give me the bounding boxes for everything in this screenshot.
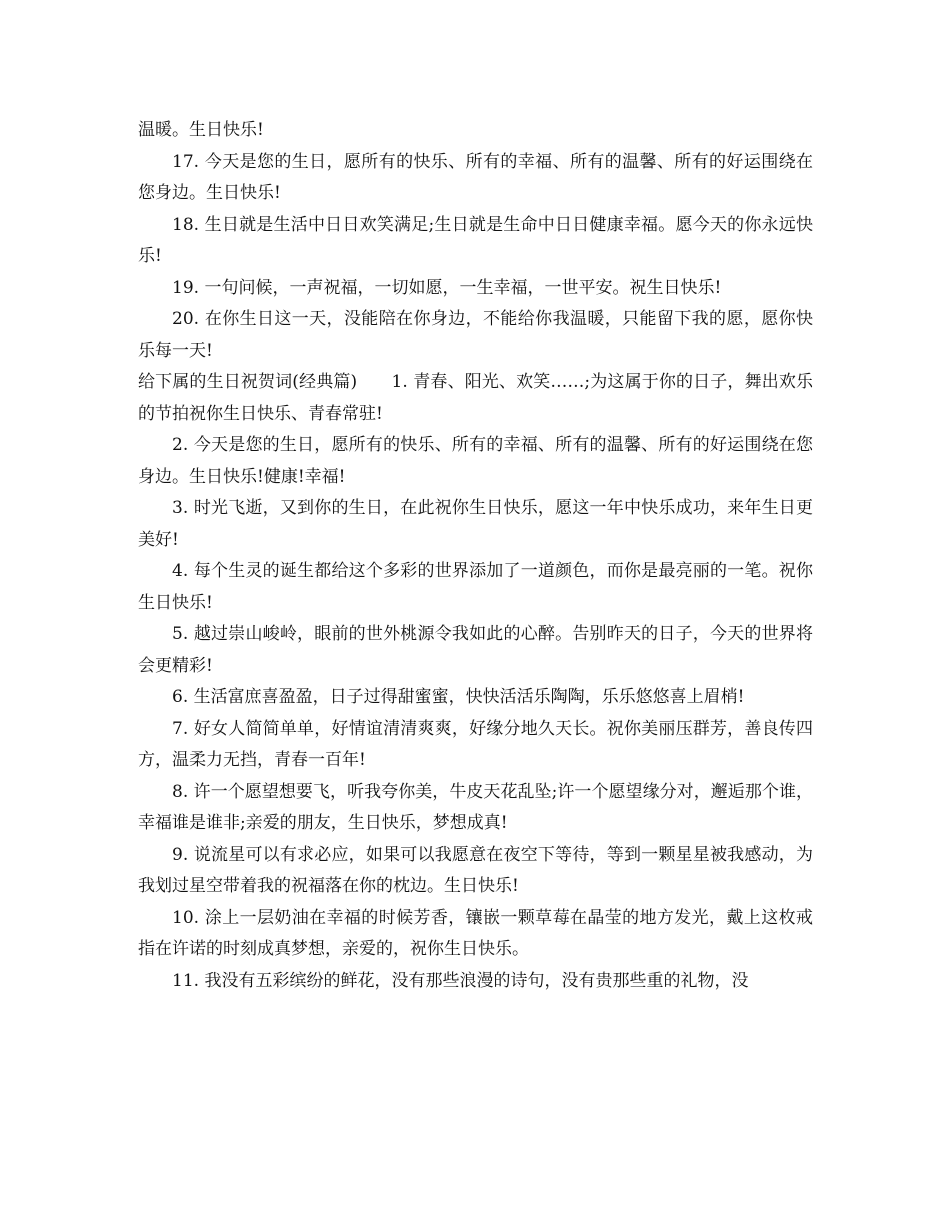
paragraph-1: 温暖。生日快乐! xyxy=(138,120,264,140)
paragraph-3: 18. 生日就是生活中日日欢笑满足;生日就是生命中日日健康幸福。愿今天的你永远快乐! xyxy=(138,214,813,266)
paragraph-8: 3. 时光飞逝，又到你的生日，在此祝你生日快乐，愿这一年中快乐成功，来年生日更美好! xyxy=(138,498,813,550)
paragraph-4: 19. 一句问候，一声祝福，一切如愿，一生幸福，一世平安。祝生日快乐! xyxy=(172,277,722,298)
paragraph-16: 11. 我没有五彩缤纷的鲜花，没有那些浪漫的诗句，没有贵那些重的礼物，没 xyxy=(172,970,749,991)
paragraph-13: 8. 许一个愿望想要飞，听我夸你美，牛皮天花乱坠;许一个愿望缘分对，邂逅那个谁，幸福谁是谁非;亲爱的朋友，生日快乐，梦想成真! xyxy=(138,781,813,833)
paragraph-2: 17. 今天是您的生日，愿所有的快乐、所有的幸福、所有的温馨、所有的好运围绕在您身边。生日快乐! xyxy=(138,151,813,203)
paragraph-14: 9. 说流星可以有求必应，如果可以我愿意在夜空下等待，等到一颗星星被我感动，为我划过星空带着我的祝福落在你的枕边。生日快乐! xyxy=(138,844,813,896)
paragraph-7: 2. 今天是您的生日，愿所有的快乐、所有的幸福、所有的温馨、所有的好运围绕在您身边。生日快乐!健康!幸福! xyxy=(138,435,813,487)
paragraph-5: 20. 在你生日这一天，没能陪在你身边，不能给你我温暖，只能留下我的愿，愿你快乐每一天! xyxy=(138,309,813,361)
paragraph-11: 6. 生活富庶喜盈盈，日子过得甜蜜蜜，快快活活乐陶陶，乐乐悠悠喜上眉梢! xyxy=(172,687,745,707)
paragraph-15: 10. 涂上一层奶油在幸福的时候芳香，镶嵌一颗草莓在晶莹的地方发光，戴上这枚戒指在许诺的时刻成真梦想，亲爱的，祝你生日快乐。 xyxy=(138,907,813,959)
paragraph-10: 5. 越过崇山峻岭，眼前的世外桃源令我如此的心醉。告别昨天的日子，今天的世界将会更精彩! xyxy=(138,624,813,676)
paragraph-12: 7. 好女人简简单单，好情谊清清爽爽，好缘分地久天长。祝你美丽压群芳，善良传四方，温柔力无挡，青春一百年! xyxy=(138,718,813,770)
paragraph-9: 4. 每个生灵的诞生都给这个多彩的世界添加了一道颜色，而你是最亮丽的一笔。祝你生日快乐! xyxy=(138,561,813,613)
document-body xyxy=(138,115,813,997)
paragraph-6: 给下属的生日祝贺词(经典篇) 1. 青春、阳光、欢笑……;为这属于你的日子，舞出欢乐的节拍祝你生日快乐、青春常驻! xyxy=(138,372,813,424)
